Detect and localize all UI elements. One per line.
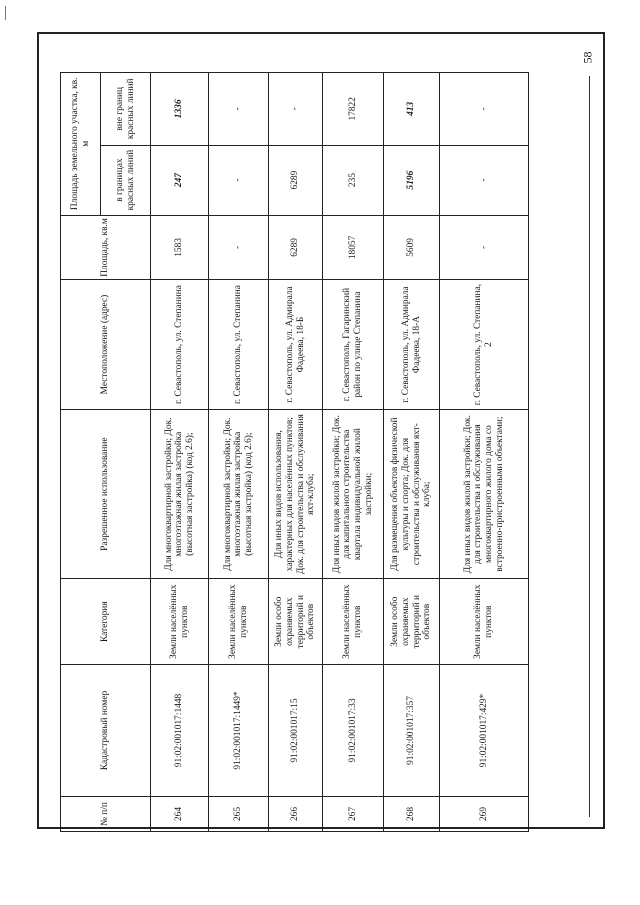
cell-outside: 1336 — [151, 73, 209, 146]
cell-inside: 247 — [151, 145, 209, 215]
cell-inside: - — [440, 145, 529, 215]
cell-cadastral: 91:02:001017:15 — [269, 664, 323, 796]
page-underline — [589, 76, 590, 817]
header-num: № п/п — [61, 797, 151, 832]
cell-address: г. Севастополь, ул. Степанина — [209, 280, 269, 410]
cell-use: Для иных видов использования, характерных для населённых пунктов; Док. для строительства и обслуживания яхт-клуба; — [269, 409, 323, 579]
cell-num: 267 — [323, 797, 384, 832]
header-within-red-lines: в границах красных линий — [101, 145, 151, 215]
header-permitted-use: Разрешенное использование — [61, 409, 151, 579]
cell-inside: 235 — [323, 145, 384, 215]
table-row — [440, 73, 529, 832]
cell-category: Земли населённых пунктов — [209, 579, 269, 664]
cell-outside: 413 — [384, 73, 440, 146]
cell-num: 265 — [209, 797, 269, 832]
cell-use: Для иных видов жилой застройки; Док. для капитального строительства квартала индивидуальной жилой застройки; — [323, 409, 384, 579]
header-location: Местоположение (адрес) — [61, 280, 151, 410]
cell-outside: 17822 — [323, 73, 384, 146]
cell-address: г. Севастополь, ул. Адмирала Фадеева, 18-А — [384, 280, 440, 410]
cell-cadastral: 91:02:001017:33 — [323, 664, 384, 796]
cell-cadastral: 91:02:001017:1448 — [151, 664, 209, 796]
cell-num: 268 — [384, 797, 440, 832]
cell-inside: - — [209, 145, 269, 215]
cell-address: г. Севастополь, ул. Степанина — [151, 280, 209, 410]
cell-address: г. Севастополь, Гагаринский район по улице Степанина — [323, 280, 384, 410]
cell-outside: - — [440, 73, 529, 146]
cell-category: Земли особо охраняемых территорий и объектов — [269, 579, 323, 664]
cell-outside: - — [209, 73, 269, 146]
cell-cadastral: 91:02:001017:357 — [384, 664, 440, 796]
cell-address: г. Севастополь, ул. Степанина, 2 — [440, 280, 529, 410]
table-row — [269, 73, 323, 832]
cell-area: 1583 — [151, 215, 209, 280]
header-land-area: Площадь земельного участка, кв. м — [61, 73, 101, 216]
cell-category: Земли населённых пунктов — [440, 579, 529, 664]
cell-area: 6289 — [269, 215, 323, 280]
header-area: Площадь, кв.м — [61, 215, 151, 280]
cell-num: 266 — [269, 797, 323, 832]
cell-category: Земли населённых пунктов — [151, 579, 209, 664]
cell-inside: 6289 — [269, 145, 323, 215]
table-row — [384, 73, 440, 832]
cell-use: Для размещения объектов физической культуры и спорта; Док. для строительства и обслуживания яхт-клуба; — [384, 409, 440, 579]
cell-area: 18057 — [323, 215, 384, 280]
cell-num: 264 — [151, 797, 209, 832]
table-container — [60, 72, 528, 832]
cell-area: 5609 — [384, 215, 440, 280]
land-plots-table — [60, 72, 529, 832]
cell-use: Для многоквартирной застройки; Док. многоэтажная жилая застройка (высотная застройка) (код 2.6); — [151, 409, 209, 579]
cell-area: - — [209, 215, 269, 280]
cell-num: 269 — [440, 797, 529, 832]
table-row — [151, 73, 209, 832]
cell-cadastral: 91:02:001017:1449* — [209, 664, 269, 796]
cell-outside: - — [269, 73, 323, 146]
header-cadastral: Кадастровый номер — [61, 664, 151, 796]
cell-address: г. Севастополь, ул. Адмирала Фадеева, 18-Б — [269, 280, 323, 410]
page-number: 58 — [580, 51, 595, 63]
table-row — [323, 73, 384, 832]
cell-inside: 5196 — [384, 145, 440, 215]
cell-use: Для многоквартирной застройки; Док. многоэтажная жилая застройка (высотная застройка) (код 2.6); — [209, 409, 269, 579]
header-outside-red-lines: вне границ красных линий — [101, 73, 151, 146]
table-row — [209, 73, 269, 832]
scan-edge-mark — [5, 6, 6, 20]
cell-area: - — [440, 215, 529, 280]
cell-cadastral: 91:02:001017:429* — [440, 664, 529, 796]
cell-category: Земли населённых пунктов — [323, 579, 384, 664]
cell-use: Для иных видов жилой застройки; Док. для строительства и обслуживания многоквартирного жилого дома со встроенно-пристроенными объектами; — [440, 409, 529, 579]
header-category: Категория — [61, 579, 151, 664]
cell-category: Земли особо охраняемых территорий и объектов — [384, 579, 440, 664]
